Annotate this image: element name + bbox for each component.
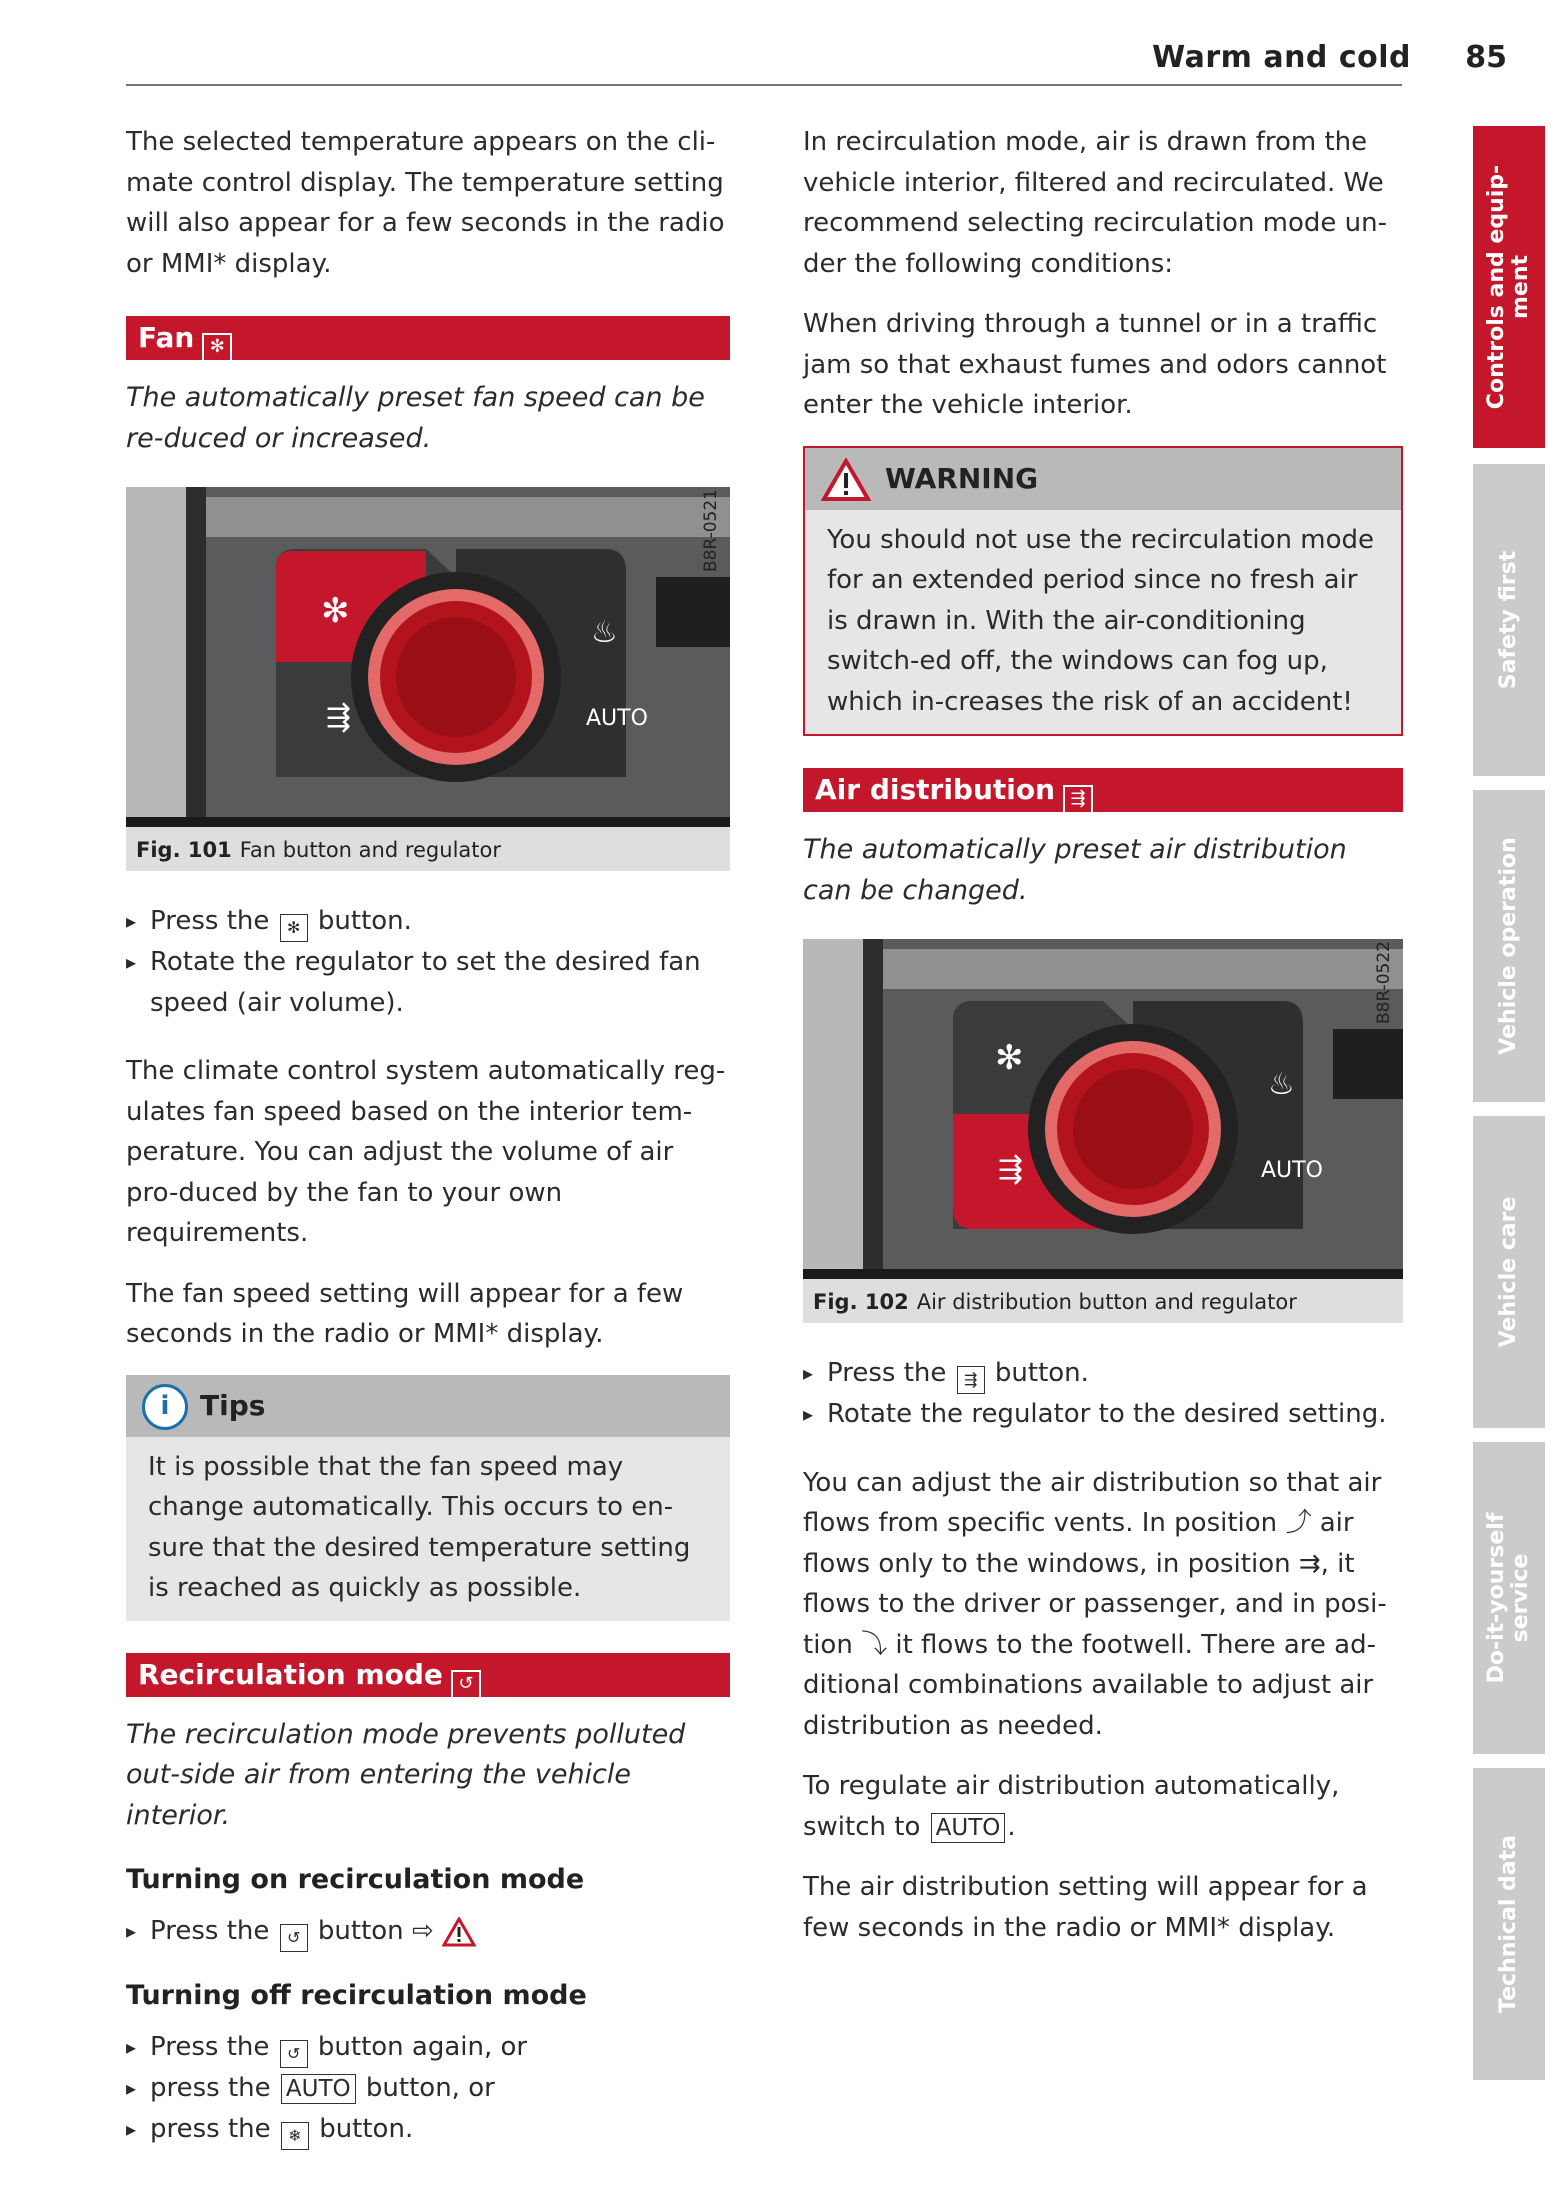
turning-on-heading: Turning on recirculation mode	[126, 1864, 585, 1895]
list-item	[126, 901, 730, 942]
tab-label: Do-it-yourself service	[1484, 1512, 1533, 1684]
seat-heat-glyph: ♨	[591, 615, 618, 650]
left-column	[126, 122, 730, 2178]
recirculation-lead: The recirculation mode prevents polluted out-side air from entering the vehicle interior.	[126, 1718, 686, 1831]
defrost-button-icon: ❄	[281, 2122, 309, 2150]
page-number: 85	[1465, 40, 1507, 75]
figure-caption	[803, 1279, 1403, 1323]
text-run: To regulate air distribution automatically, switch to	[803, 1771, 1340, 1842]
fan-steps	[126, 901, 730, 1023]
list-item: ▸ Rotate the regulator to the desired setting.	[803, 1394, 1403, 1435]
header-divider	[126, 84, 1402, 86]
auto-button: AUTO	[281, 2074, 356, 2104]
step-text: Press the	[150, 2032, 270, 2062]
tips-header	[126, 1375, 730, 1437]
air-distribution-paragraph-2	[803, 1766, 1403, 1847]
arrow-ref-icon: ⇨	[411, 1916, 434, 1946]
air-distribution-regulator-photo	[803, 939, 1403, 1279]
chapter-tabs	[1473, 0, 1557, 2208]
figure-101	[126, 487, 730, 871]
fan-heading	[126, 316, 730, 360]
air-distribution-steps	[803, 1353, 1403, 1435]
right-column	[803, 122, 1403, 1968]
recirculation-paragraph-1: In recirculation mode, air is drawn from the vehicle interior, filtered and recirculated. We recommend selecting recirculation mode un-der the following conditions:	[803, 127, 1388, 279]
air-distribution-heading-label: Air distribution	[815, 773, 1056, 806]
figure-caption-text: Air distribution button and regulator	[916, 1290, 1297, 1314]
warning-header	[805, 448, 1401, 510]
figure-102	[803, 939, 1403, 1323]
fan-button-glyph: ✻	[321, 591, 350, 631]
figure-code: B8R-0522	[1374, 941, 1394, 1024]
tab-label: Vehicle operation	[1496, 837, 1521, 1055]
figure-number: Fig. 102	[813, 1290, 909, 1314]
fan-button-glyph: ✻	[995, 1038, 1024, 1078]
recirculation-paragraph-2: When driving through a tunnel or in a traffic jam so that exhaust fumes and odors cannot enter the vehicle interior.	[803, 309, 1387, 420]
tab-label: Safety first	[1496, 550, 1521, 690]
tab-technical-data[interactable]	[1473, 1768, 1545, 2080]
tab-label: Controls and equip- ment	[1484, 164, 1533, 410]
air-distribution-heading	[803, 768, 1403, 812]
step-text: button.	[317, 906, 412, 936]
fan-button-icon: ✻	[280, 914, 308, 942]
air-distribution-icon: ⇶	[1063, 785, 1093, 815]
turning-off-heading: Turning off recirculation mode	[126, 1980, 587, 2011]
air-distribution-paragraph-1	[803, 1463, 1403, 1747]
step-text: Press the	[150, 906, 270, 936]
climate-panel-illustration	[803, 939, 1403, 1279]
step-text: button.	[994, 1358, 1089, 1388]
auto-button: AUTO	[931, 1813, 1006, 1843]
text-run: , it flows to the driver or passenger, and in posi-tion	[803, 1548, 1387, 1660]
recirculation-heading-label: Recirculation mode	[138, 1657, 443, 1691]
intro-paragraph: The selected temperature appears on the cli-mate control display. The temperature setting will also appear for a few seconds in the radio or MMI* display.	[126, 127, 725, 279]
tab-label: Technical data	[1496, 1835, 1521, 2013]
footwell-vent-icon: ⤵	[861, 1629, 888, 1660]
info-icon: i	[142, 1384, 188, 1430]
section-title: Warm and cold	[1152, 40, 1411, 75]
step-text: button.	[319, 2113, 414, 2144]
recirculation-button-icon: ↺	[280, 2040, 308, 2068]
warning-triangle-icon	[442, 1917, 476, 1947]
list-item: ▸ Rotate the regulator to set the desired fan speed (air volume).	[126, 942, 730, 1023]
step-text: press the	[150, 2113, 271, 2144]
list-item	[803, 1353, 1403, 1394]
air-distribution-paragraph-3: The air distribution setting will appear for a few seconds in the radio or MMI* display.	[803, 1872, 1368, 1943]
step-text: Press the	[827, 1358, 947, 1388]
warning-body: You should not use the recirculation mode for an extended period since no fresh air is drawn in. With the air-conditioning switch-ed off, the windows can fog up, which in-creases the risk of an accident!	[827, 524, 1375, 717]
recirc-off-steps	[126, 2027, 730, 2150]
figure-caption	[126, 827, 730, 871]
step-text: press the	[150, 2073, 271, 2103]
step-text: Press the	[150, 1916, 270, 1946]
tab-vehicle-care[interactable]	[1473, 1116, 1545, 1428]
text-run: .	[1007, 1811, 1016, 1842]
climate-panel-illustration	[126, 487, 730, 827]
figure-caption-text: Fan button and regulator	[239, 838, 501, 862]
fan-paragraph-2: The fan speed setting will appear for a few seconds in the radio or MMI* display.	[126, 1278, 684, 1349]
fan-paragraph-1: The climate control system automatically reg-ulates fan speed based on the interior tem-perature. You can adjust the volume of air pro-duced by the fan to your own requirements.	[126, 1056, 726, 1248]
air-distribution-glyph: ⇶	[998, 1152, 1024, 1187]
fan-regulator-photo	[126, 487, 730, 827]
recirc-on-steps	[126, 1911, 730, 1952]
auto-label: AUTO	[1261, 1158, 1323, 1183]
fan-lead: The automatically preset fan speed can be re-duced or increased.	[126, 382, 705, 454]
warning-title: WARNING	[885, 461, 1039, 495]
recirculation-button-icon: ↺	[280, 1924, 308, 1952]
tips-box	[126, 1375, 730, 1621]
step-text: button, or	[365, 2073, 495, 2103]
recirculation-icon: ↺	[451, 1670, 481, 1700]
figure-number: Fig. 101	[136, 838, 232, 862]
air-distribution-button-icon: ⇶	[957, 1366, 985, 1394]
text-run: it flows to the footwell. There are ad-ditional combinations available to adjust air distribution as needed.	[803, 1629, 1376, 1741]
list-item	[126, 1911, 730, 1952]
step-text: button again, or	[317, 2032, 528, 2062]
fan-heading-label: Fan	[138, 321, 195, 354]
warning-triangle-icon	[821, 458, 871, 502]
fan-icon: ✻	[202, 333, 232, 363]
upper-body-vent-icon: ⇉	[1298, 1548, 1321, 1579]
warning-box	[803, 446, 1403, 737]
text-run: air flows only to the windows, in position	[803, 1508, 1354, 1579]
tab-safety-first[interactable]	[1473, 464, 1545, 776]
tab-label: Vehicle care	[1496, 1196, 1521, 1348]
tab-controls-and-equipment[interactable]	[1473, 126, 1545, 448]
tips-title: Tips	[200, 1388, 266, 1422]
recirculation-heading	[126, 1653, 730, 1697]
figure-code: B8R-0521	[701, 489, 721, 572]
list-item	[126, 2027, 730, 2068]
auto-label: AUTO	[586, 706, 648, 731]
list-item	[126, 2109, 730, 2150]
tab-vehicle-operation[interactable]	[1473, 790, 1545, 1102]
seat-heat-glyph: ♨	[1268, 1067, 1295, 1102]
air-distribution-lead: The automatically preset air distribution can be changed.	[803, 834, 1347, 906]
windshield-vent-icon: ⤴	[1285, 1508, 1312, 1538]
air-distribution-glyph: ⇶	[326, 700, 352, 735]
text-run: You can adjust the air distribution so that air flows from specific vents. In position	[803, 1467, 1382, 1538]
step-text: button	[317, 1916, 404, 1946]
list-item	[126, 2068, 730, 2109]
tab-do-it-yourself-service[interactable]	[1473, 1442, 1545, 1754]
tips-body: It is possible that the fan speed may change automatically. This occurs to en-sure that the desired temperature setting is reached as quickly as possible.	[148, 1451, 691, 1603]
